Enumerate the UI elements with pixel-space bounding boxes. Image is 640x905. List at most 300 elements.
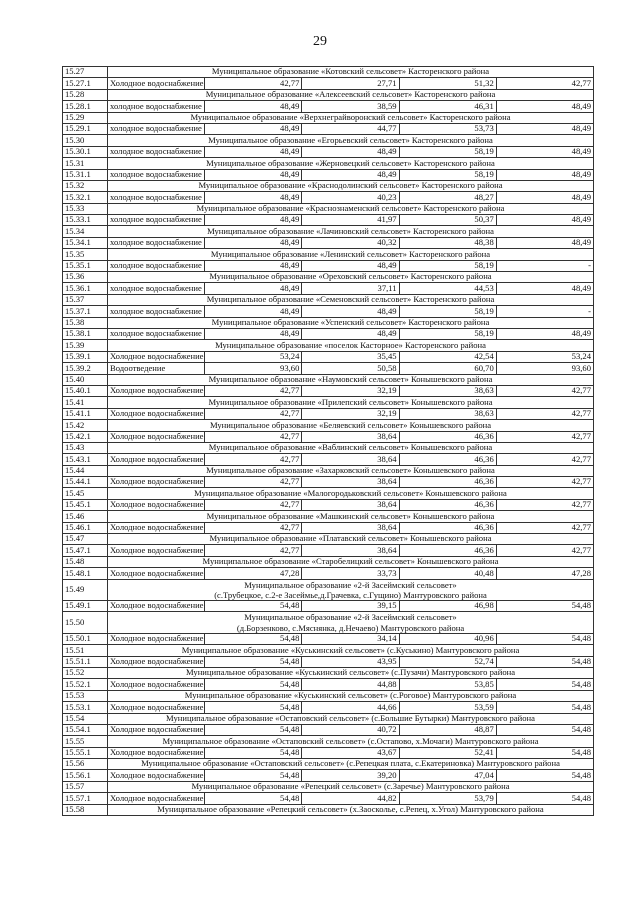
tariff-value: 46,36 [399, 545, 496, 556]
tariff-row [63, 770, 594, 781]
municipality-header-row [63, 249, 594, 260]
row-number: 15.30 [63, 135, 108, 146]
tariff-value: 48,49 [205, 237, 302, 248]
tariff-value: 42,77 [205, 78, 302, 89]
row-number: 15.33.1 [63, 215, 108, 226]
row-number: 15.56.1 [63, 770, 108, 781]
municipality-title: Муниципальное образование «Семеновский сельсовет» Касторенского района [108, 294, 594, 305]
municipality-title: Муниципальное образование «Репецкий сельсовет» (с.Заречье) Мантуровского района [108, 781, 594, 792]
service-name: Холодное водоснабжение [108, 568, 205, 579]
tariff-value: 47,04 [399, 770, 496, 781]
tariff-value: 47,28 [496, 568, 593, 579]
tariff-value: 53,24 [496, 351, 593, 362]
municipality-title: Муниципальное образование «Куськинский сельсовет» (с.Пузачи) Мантуровского района [108, 667, 594, 678]
row-number: 15.48.1 [63, 568, 108, 579]
service-name: холодное водоснабжение [108, 169, 205, 180]
tariff-row [63, 545, 594, 556]
tariff-value: 39,20 [302, 770, 399, 781]
municipality-title: Муниципальное образование «Верхнеграйворонский сельсовет» Касторенского района [108, 112, 594, 123]
tariff-value: 46,36 [399, 499, 496, 510]
service-name: Холодное водоснабжение [108, 78, 205, 89]
tariff-value: 48,49 [205, 260, 302, 271]
tariff-value: 53,59 [399, 702, 496, 713]
row-number: 15.52 [63, 667, 108, 678]
tariff-row [63, 724, 594, 735]
tariff-value: 35,45 [302, 351, 399, 362]
tariff-value: 48,49 [205, 283, 302, 294]
row-number: 15.48 [63, 556, 108, 567]
municipality-title: Муниципальное образование «поселок Касторное» Касторенского района [108, 340, 594, 351]
tariff-value: 48,49 [302, 260, 399, 271]
service-name: Холодное водоснабжение [108, 793, 205, 804]
municipality-header-row [63, 442, 594, 453]
row-number: 15.41 [63, 397, 108, 408]
service-name: Холодное водоснабжение [108, 499, 205, 510]
row-number: 15.41.1 [63, 408, 108, 419]
tariff-value: 44,77 [302, 123, 399, 134]
row-number: 15.32.1 [63, 192, 108, 203]
municipality-title: Муниципальное образование «Ореховский сельсовет» Касторенского района [108, 272, 594, 283]
tariff-value: 54,48 [205, 679, 302, 690]
row-number: 15.51.1 [63, 656, 108, 667]
municipality-title: Муниципальное образование «Машкинский сельсовет» Конышевского района [108, 511, 594, 522]
tariff-value: 58,19 [399, 260, 496, 271]
municipality-title: Муниципальное образование «Алексеевский сельсовет» Касторенского района [108, 89, 594, 100]
tariff-value: 54,48 [205, 633, 302, 644]
tariff-value: 37,11 [302, 283, 399, 294]
municipality-header-row [63, 180, 594, 191]
tariff-value: 54,48 [205, 600, 302, 611]
municipality-title: Муниципальное образование «Краснодолинский сельсовет» Касторенского района [108, 180, 594, 191]
tariff-value: 54,48 [205, 702, 302, 713]
tariff-row [63, 408, 594, 419]
municipality-header-row [63, 135, 594, 146]
tariff-value: 48,49 [496, 146, 593, 157]
service-name: Холодное водоснабжение [108, 522, 205, 533]
tariff-value: 42,77 [496, 477, 593, 488]
tariff-value: 42,77 [205, 431, 302, 442]
row-number: 15.31.1 [63, 169, 108, 180]
municipality-header-row [63, 158, 594, 169]
tariff-value: 48,49 [496, 192, 593, 203]
municipality-header-row [63, 713, 594, 724]
tariff-value: 32,19 [302, 408, 399, 419]
tariff-row [63, 385, 594, 396]
row-number: 15.49.1 [63, 600, 108, 611]
municipality-header-row [63, 781, 594, 792]
municipality-title: Муниципальное образование «Старобелицкий сельсовет» Конышевского района [108, 556, 594, 567]
tariff-value: 38,64 [302, 454, 399, 465]
municipality-title: Муниципальное образование «Остаповский сельсовет» (с.Репецкая плата, с.Екатериновка) Мантуровского района [108, 759, 594, 770]
tariff-row [63, 747, 594, 758]
row-number: 15.36.1 [63, 283, 108, 294]
municipality-header-row [63, 579, 594, 600]
row-number: 15.39.1 [63, 351, 108, 362]
municipality-header-row [63, 374, 594, 385]
row-number: 15.27 [63, 67, 108, 78]
tariff-row [63, 363, 594, 374]
row-number: 15.45.1 [63, 499, 108, 510]
row-number: 15.50.1 [63, 633, 108, 644]
tariff-value: 42,77 [205, 454, 302, 465]
municipality-header-row [63, 488, 594, 499]
tariff-value: 54,48 [205, 747, 302, 758]
row-number: 15.39.2 [63, 363, 108, 374]
municipality-header-row [63, 67, 594, 78]
municipality-title: Муниципальное образование «Жерновецкий сельсовет» Касторенского района [108, 158, 594, 169]
tariff-value: 54,48 [496, 724, 593, 735]
tariff-value: 52,74 [399, 656, 496, 667]
tariff-row [63, 454, 594, 465]
tariff-value: 52,41 [399, 747, 496, 758]
service-name: Холодное водоснабжение [108, 408, 205, 419]
municipality-title: Муниципальное образование «Репецкий сельсовет» (х.Заоскольe, с.Репец, х.Угол) Мантуровского района [108, 804, 594, 815]
service-name: холодное водоснабжение [108, 215, 205, 226]
service-name: холодное водоснабжение [108, 328, 205, 339]
tariff-value: 54,48 [496, 633, 593, 644]
tariff-row [63, 702, 594, 713]
row-number: 15.56 [63, 759, 108, 770]
municipality-title: Муниципальное образование «Малогородьковский сельсовет» Конышевского района [108, 488, 594, 499]
municipality-header-row [63, 203, 594, 214]
tariff-value: 38,64 [302, 477, 399, 488]
row-number: 15.46.1 [63, 522, 108, 533]
row-number: 15.37 [63, 294, 108, 305]
tariff-value: 54,48 [205, 656, 302, 667]
tariff-value: 42,54 [399, 351, 496, 362]
row-number: 15.33 [63, 203, 108, 214]
row-number: 15.37.1 [63, 306, 108, 317]
row-number: 15.28.1 [63, 101, 108, 112]
row-number: 15.58 [63, 804, 108, 815]
tariff-row [63, 793, 594, 804]
service-name: Холодное водоснабжение [108, 770, 205, 781]
municipality-title [108, 579, 594, 600]
row-number: 15.51 [63, 645, 108, 656]
municipality-header-row [63, 804, 594, 815]
service-name: Холодное водоснабжение [108, 633, 205, 644]
tariff-value: 46,36 [399, 431, 496, 442]
tariff-value: 48,49 [496, 169, 593, 180]
row-number: 15.28 [63, 89, 108, 100]
tariff-value: 34,14 [302, 633, 399, 644]
tariff-value: 48,49 [302, 146, 399, 157]
tariff-value: 44,53 [399, 283, 496, 294]
tariff-value: 42,77 [496, 408, 593, 419]
tariff-value: 48,27 [399, 192, 496, 203]
row-number: 15.42 [63, 420, 108, 431]
row-number: 15.57 [63, 781, 108, 792]
service-name: холодное водоснабжение [108, 260, 205, 271]
tariff-value: 53,79 [399, 793, 496, 804]
tariff-value: 44,66 [302, 702, 399, 713]
tariff-value: 48,49 [496, 328, 593, 339]
tariff-value: 40,23 [302, 192, 399, 203]
row-number: 15.34.1 [63, 237, 108, 248]
tariff-value: - [496, 260, 593, 271]
tariff-row [63, 633, 594, 644]
tariff-row [63, 306, 594, 317]
municipality-header-row [63, 340, 594, 351]
tariff-value: 50,58 [302, 363, 399, 374]
row-number: 15.47.1 [63, 545, 108, 556]
municipality-title-line: (с.Трубецкое, с.2-е Засеймье,д.Грачевка, с.Гущино) Мантуровского района [214, 589, 487, 600]
service-name: Холодное водоснабжение [108, 702, 205, 713]
tariff-value: 38,63 [399, 408, 496, 419]
tariff-value: 48,49 [205, 101, 302, 112]
municipality-header-row [63, 612, 594, 633]
municipality-title-line: Муниципальное образование «2-й Засеймский сельсовет» [244, 612, 457, 623]
tariff-value: 48,49 [302, 328, 399, 339]
tariff-table-body [63, 67, 594, 816]
row-number: 15.38 [63, 317, 108, 328]
row-number: 15.30.1 [63, 146, 108, 157]
tariff-value: 42,77 [496, 431, 593, 442]
tariff-value: 42,77 [205, 385, 302, 396]
service-name: холодное водоснабжение [108, 283, 205, 294]
row-number: 15.35.1 [63, 260, 108, 271]
service-name: Холодное водоснабжение [108, 431, 205, 442]
tariff-value: 60,70 [399, 363, 496, 374]
municipality-header-row [63, 226, 594, 237]
row-number: 15.40.1 [63, 385, 108, 396]
tariff-row [63, 78, 594, 89]
service-name: холодное водоснабжение [108, 101, 205, 112]
tariff-row [63, 568, 594, 579]
tariff-value: 27,71 [302, 78, 399, 89]
municipality-header-row [63, 420, 594, 431]
tariff-value: 48,49 [496, 283, 593, 294]
tariff-value: 40,72 [302, 724, 399, 735]
municipality-header-row [63, 759, 594, 770]
tariff-value: 58,19 [399, 306, 496, 317]
tariff-value: 42,77 [205, 477, 302, 488]
service-name: Холодное водоснабжение [108, 747, 205, 758]
municipality-header-row [63, 667, 594, 678]
municipality-header-row [63, 272, 594, 283]
tariff-value: 40,96 [399, 633, 496, 644]
row-number: 15.57.1 [63, 793, 108, 804]
tariff-value: 93,60 [205, 363, 302, 374]
municipality-header-row [63, 397, 594, 408]
row-number: 15.38.1 [63, 328, 108, 339]
municipality-header-row [63, 690, 594, 701]
tariff-value: 54,48 [205, 793, 302, 804]
tariff-value: 40,48 [399, 568, 496, 579]
tariff-value: 54,48 [205, 770, 302, 781]
tariff-value: 42,77 [496, 78, 593, 89]
tariff-row [63, 431, 594, 442]
tariff-value: 41,97 [302, 215, 399, 226]
row-number: 15.47 [63, 534, 108, 545]
tariff-row [63, 169, 594, 180]
tariff-value: 54,48 [205, 724, 302, 735]
tariff-value: 48,49 [205, 169, 302, 180]
tariff-value: 43,67 [302, 747, 399, 758]
tariff-value: 32,19 [302, 385, 399, 396]
tariff-value: 42,77 [496, 385, 593, 396]
municipality-title: Муниципальное образование «Краснознаменский сельсовет» Касторенского района [108, 203, 594, 214]
municipality-header-row [63, 112, 594, 123]
tariff-value: 48,49 [205, 123, 302, 134]
tariff-value: 42,77 [205, 522, 302, 533]
tariff-row [63, 600, 594, 611]
row-number: 15.52.1 [63, 679, 108, 690]
row-number: 15.32 [63, 180, 108, 191]
municipality-title: Муниципальное образование «Беляевский сельсовет» Конышевского района [108, 420, 594, 431]
tariff-value: 48,49 [496, 101, 593, 112]
row-number: 15.39 [63, 340, 108, 351]
tariff-value: 50,37 [399, 215, 496, 226]
row-number: 15.43.1 [63, 454, 108, 465]
municipality-title: Муниципальное образование «Куськинский сельсовет» (с.Куськино) Мантуровского района [108, 645, 594, 656]
row-number: 15.53.1 [63, 702, 108, 713]
row-number: 15.31 [63, 158, 108, 169]
municipality-title: Муниципальное образование «Успенский сельсовет» Касторенского района [108, 317, 594, 328]
tariff-value: 39,15 [302, 600, 399, 611]
municipality-header-row [63, 465, 594, 476]
row-number: 15.44.1 [63, 477, 108, 488]
municipality-title: Муниципальное образование «Егорьевский сельсовет» Касторенского района [108, 135, 594, 146]
row-number: 15.42.1 [63, 431, 108, 442]
tariff-value: 58,19 [399, 146, 496, 157]
service-name: Холодное водоснабжение [108, 724, 205, 735]
tariff-value: 44,88 [302, 679, 399, 690]
tariff-row [63, 351, 594, 362]
tariff-value: 48,49 [205, 306, 302, 317]
tariff-value: 42,77 [496, 499, 593, 510]
tariff-row [63, 499, 594, 510]
tariff-value: 93,60 [496, 363, 593, 374]
municipality-title-line: (д.Борзенково, с.Мяснянка, д.Нечаево) Мантуровского района [236, 622, 465, 633]
tariff-table [62, 66, 594, 816]
row-number: 15.43 [63, 442, 108, 453]
tariff-value: 54,48 [496, 656, 593, 667]
municipality-title-line: Муниципальное образование «2-й Засеймский сельсовет» [244, 579, 457, 590]
tariff-row [63, 260, 594, 271]
municipality-title: Муниципальное образование «Остаповский сельсовет» (с.Большие Бутырки) Мантуровского района [108, 713, 594, 724]
tariff-row [63, 328, 594, 339]
service-name: Холодное водоснабжение [108, 679, 205, 690]
service-name: Холодное водоснабжение [108, 545, 205, 556]
service-name: Холодное водоснабжение [108, 600, 205, 611]
tariff-value: 48,38 [399, 237, 496, 248]
municipality-title: Муниципальное образование «Ленинский сельсовет» Касторенского района [108, 249, 594, 260]
tariff-value: 46,36 [399, 477, 496, 488]
row-number: 15.44 [63, 465, 108, 476]
tariff-value: 38,63 [399, 385, 496, 396]
tariff-row [63, 522, 594, 533]
tariff-value: 42,77 [496, 545, 593, 556]
row-number: 15.27.1 [63, 78, 108, 89]
service-name: Холодное водоснабжение [108, 477, 205, 488]
service-name: холодное водоснабжение [108, 146, 205, 157]
municipality-title: Муниципальное образование «Куськинский сельсовет» (с.Роговое) Мантуровского района [108, 690, 594, 701]
service-name: Водоотведение [108, 363, 205, 374]
tariff-value: 48,49 [205, 192, 302, 203]
tariff-value: 46,36 [399, 454, 496, 465]
municipality-title: Муниципальное образование «Остаповский сельсовет» (с.Остапово, х.Мочаги) Мантуровского района [108, 736, 594, 747]
row-number: 15.40 [63, 374, 108, 385]
municipality-header-row [63, 736, 594, 747]
municipality-header-row [63, 511, 594, 522]
tariff-value: 51,32 [399, 78, 496, 89]
tariff-row [63, 146, 594, 157]
tariff-row [63, 101, 594, 112]
row-number: 15.46 [63, 511, 108, 522]
row-number: 15.54 [63, 713, 108, 724]
row-number: 15.49 [63, 579, 108, 600]
tariff-value: 48,49 [205, 328, 302, 339]
tariff-value: 54,48 [496, 747, 593, 758]
tariff-value: 58,19 [399, 328, 496, 339]
tariff-row [63, 237, 594, 248]
tariff-value: 48,49 [496, 237, 593, 248]
service-name: Холодное водоснабжение [108, 351, 205, 362]
tariff-value: 54,48 [496, 793, 593, 804]
row-number: 15.36 [63, 272, 108, 283]
tariff-value: 48,49 [302, 169, 399, 180]
row-number: 15.53 [63, 690, 108, 701]
municipality-title [108, 612, 594, 633]
page-number: 29 [313, 34, 327, 49]
tariff-row [63, 477, 594, 488]
tariff-value: 54,48 [496, 679, 593, 690]
tariff-value: 48,49 [496, 215, 593, 226]
tariff-value: 38,64 [302, 545, 399, 556]
tariff-row [63, 123, 594, 134]
tariff-value: 38,64 [302, 522, 399, 533]
municipality-title: Муниципальное образование «Котовский сельсовет» Касторенского района [108, 67, 594, 78]
municipality-header-row [63, 556, 594, 567]
tariff-value: 38,64 [302, 499, 399, 510]
municipality-header-row [63, 534, 594, 545]
row-number: 15.45 [63, 488, 108, 499]
tariff-value: 38,59 [302, 101, 399, 112]
municipality-header-row [63, 645, 594, 656]
tariff-value: 43,95 [302, 656, 399, 667]
row-number: 15.34 [63, 226, 108, 237]
row-number: 15.29 [63, 112, 108, 123]
tariff-value: 48,49 [205, 215, 302, 226]
service-name: Холодное водоснабжение [108, 454, 205, 465]
tariff-value: 58,19 [399, 169, 496, 180]
municipality-title: Муниципальное образование «Наумовский сельсовет» Конышевского района [108, 374, 594, 385]
municipality-header-row [63, 317, 594, 328]
tariff-value: 53,85 [399, 679, 496, 690]
tariff-value: 48,49 [205, 146, 302, 157]
tariff-value: 48,49 [496, 123, 593, 134]
row-number: 15.55 [63, 736, 108, 747]
tariff-row [63, 656, 594, 667]
row-number: 15.35 [63, 249, 108, 260]
tariff-row [63, 283, 594, 294]
tariff-row [63, 679, 594, 690]
service-name: холодное водоснабжение [108, 237, 205, 248]
service-name: Холодное водоснабжение [108, 656, 205, 667]
tariff-value: 38,64 [302, 431, 399, 442]
row-number: 15.50 [63, 612, 108, 633]
service-name: Холодное водоснабжение [108, 385, 205, 396]
tariff-value: 48,87 [399, 724, 496, 735]
service-name: холодное водоснабжение [108, 306, 205, 317]
row-number: 15.29.1 [63, 123, 108, 134]
tariff-row [63, 192, 594, 203]
tariff-value: 46,36 [399, 522, 496, 533]
municipality-header-row [63, 89, 594, 100]
municipality-title: Муниципальное образование «Захарковский сельсовет» Конышевского района [108, 465, 594, 476]
tariff-value: 48,49 [302, 306, 399, 317]
